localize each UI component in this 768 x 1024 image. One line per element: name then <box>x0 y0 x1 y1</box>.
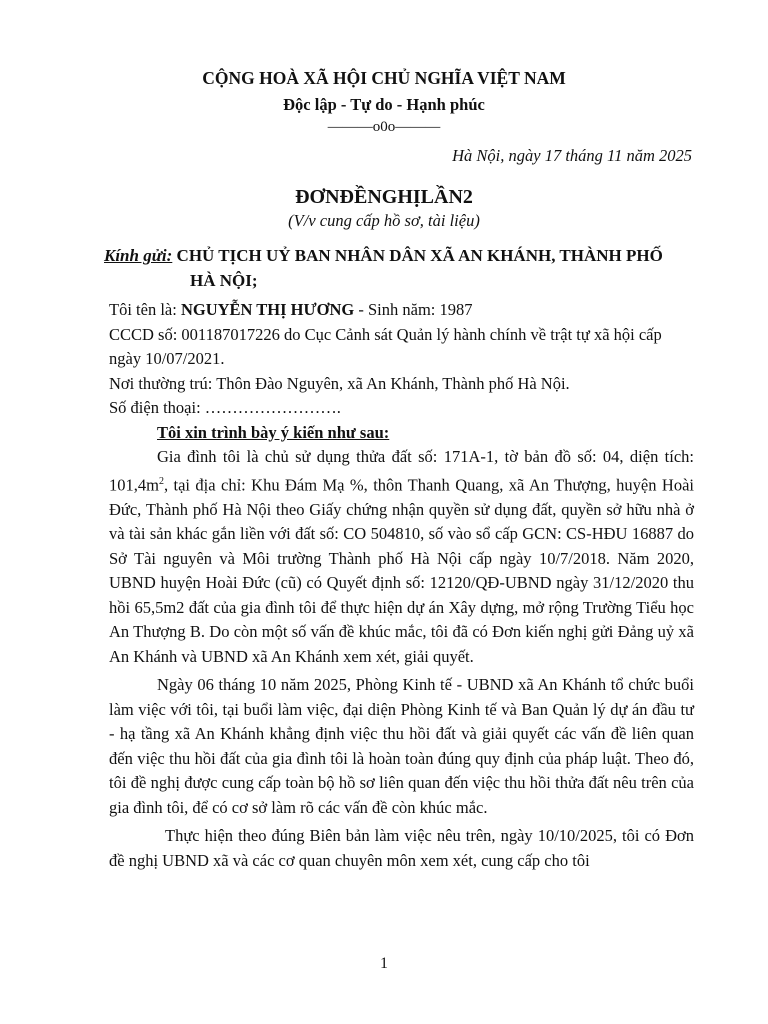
applicant-name-line <box>109 298 694 323</box>
page-number: 1 <box>380 955 388 972</box>
national-title: CỘNG HOÀ XÃ HỘI CHỦ NGHĨA VIỆT NAM <box>202 68 566 88</box>
address-line: Nơi thường trú: Thôn Đào Nguyên, xã An Khánh, Thành phố Hà Nội. <box>109 373 570 393</box>
birth-year: - Sinh năm: 1987 <box>354 300 473 319</box>
paragraph-1-part-a: Gia đình tôi là chủ sử dụng thửa đất số: 171A-1, tờ bản đồ số: 04, diện tích: 101,4m <box>109 447 694 494</box>
cccd-line: CCCD số: 001187017226 do Cục Cảnh sát Quản lý hành chính về trật tự xã hội cấp ngày 10/07/2021. <box>109 324 662 368</box>
document-body <box>109 298 694 873</box>
document-subtitle: (V/v cung cấp hồ sơ, tài liệu) <box>288 211 480 230</box>
document-title: ĐƠNĐỀNGHỊLẦN2 <box>295 186 473 208</box>
recipient-line-1: CHỦ TỊCH UỶ BAN NHÂN DÂN XÃ AN KHÁNH, THÀNH PHỐ <box>172 246 663 265</box>
recipient-label: Kính gửi: <box>104 246 173 265</box>
recipient-line-2: HÀ NỘI; <box>190 271 258 290</box>
paragraph-3: Thực hiện theo đúng Biên bản làm việc nêu trên, ngày 10/10/2025, tôi có Đơn đề nghị UBND xã và các cơ quan chuyên môn xem xét, cung cấp cho tôi <box>109 826 694 870</box>
applicant-name: NGUYỄN THỊ HƯƠNG <box>180 300 355 319</box>
header-separator: ———o0o——— <box>327 119 441 135</box>
document-date: Hà Nội, ngày 17 tháng 11 năm 2025 <box>452 146 692 165</box>
paragraph-1-part-b: , tại địa chỉ: Khu Đám Mạ %, thôn Thanh Quang, xã An Thượng, huyện Hoài Đức, Thành phố Hà Nội theo Giấy chứng nhận quyền sử dụng đất, quyền sở hữu nhà ở và tài sản khác gắn liền với đất số: CO 504810, số vào sổ cấp GCN: CS-HĐU 16887 do Sở Tài nguyên và Môi trường Thành phố Hà Nội cấp ngày 10/7/2018. Năm 2020, UBND huyện Hoài Đức (cũ) có Quyết định số: 12120/QĐ-UBND ngày 31/12/2020 thu hồi 65,5m2 đất của gia đình tôi để thực hiện dự án Xây dựng, mở rộng Trường Tiểu học An Thượng B. Do còn một số vấn đề khúc mắc, tôi đã có Đơn kiến nghị gửi Đảng uỷ xã An Khánh và UBND xã An Khánh xem xét, giải quyết. <box>109 475 694 666</box>
paragraph-1 <box>109 445 694 669</box>
phone-line: Số điện thoại: ……………………. <box>109 398 341 417</box>
recipient-block <box>104 243 704 293</box>
section-heading: Tôi xin trình bày ý kiến như sau: <box>157 422 390 442</box>
superscript-2: 2 <box>158 475 164 487</box>
paragraph-2: Ngày 06 tháng 10 năm 2025, Phòng Kinh tế - UBND xã An Khánh tổ chức buổi làm việc với tôi, tại buổi làm việc, đại diện Phòng Kinh tế và Ban Quản lý dự án đầu tư - hạ tầng xã An Khánh khẳng định việc thu hồi đất và giải quyết các vấn đề liên quan đến việc thu hồi đất của gia đình tôi là hoàn toàn đúng quy định của pháp luật. Theo đó, tôi đề nghị được cung cấp toàn bộ hồ sơ liên quan đến việc thu hồi thửa đất nêu trên của gia đình tôi, để có cơ sở làm rõ các vấn đề còn khúc mắc. <box>109 675 694 817</box>
name-prefix: Tôi tên là: <box>109 300 181 319</box>
national-motto: Độc lập - Tự do - Hạnh phúc <box>283 95 485 114</box>
